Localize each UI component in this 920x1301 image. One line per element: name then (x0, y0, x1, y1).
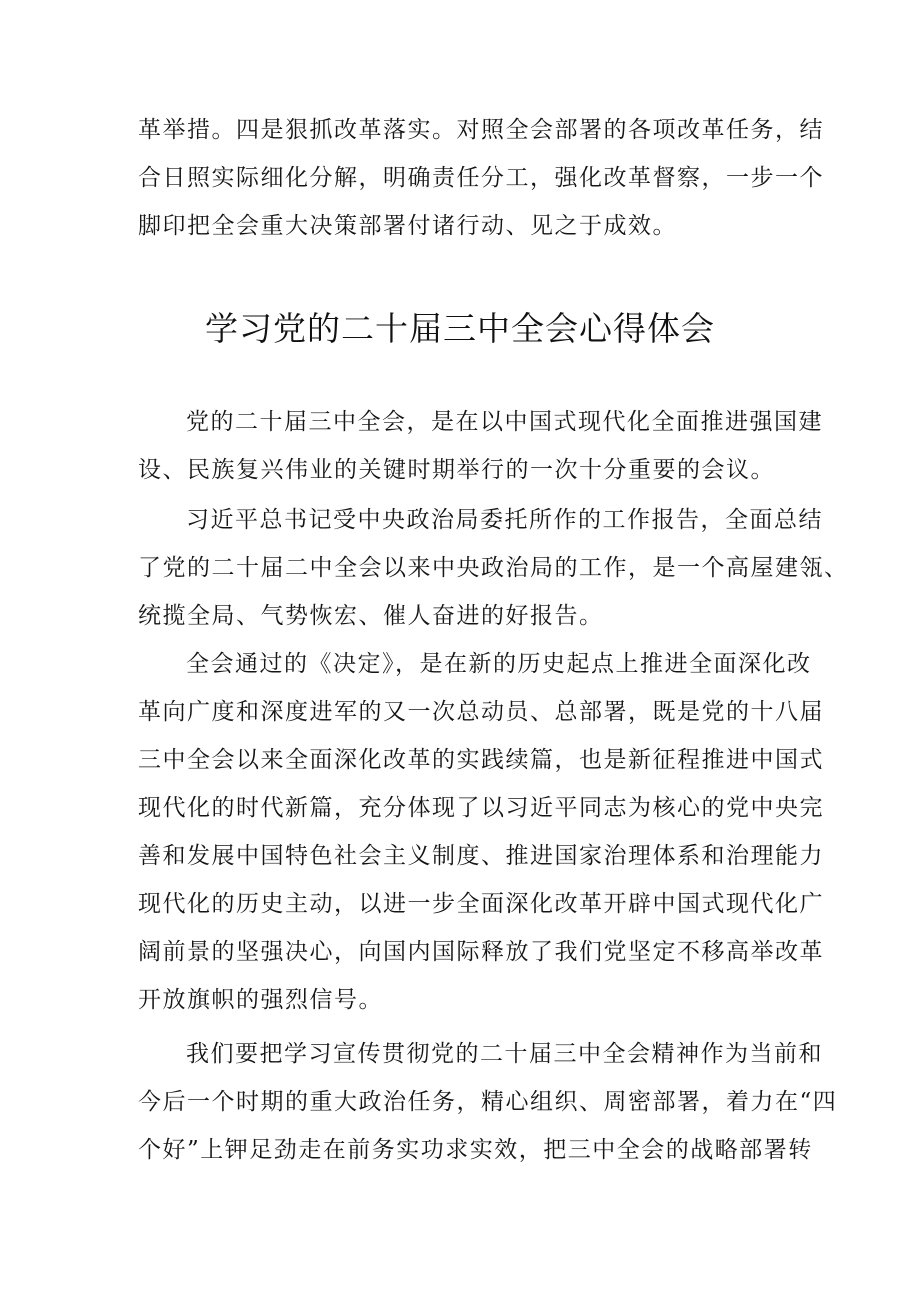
text-line: 统揽全局、气势恢宏、催人奋进的好报告。 (138, 603, 604, 629)
document-title: 学习党的二十届三中全会心得体会 (205, 309, 715, 348)
text-line: 我们要把学习宣传贯彻党的二十届三中全会精神作为当前和 (186, 1041, 823, 1067)
text-line: 阔前景的坚强决心，向国内国际释放了我们党坚定不移高举改革 (138, 939, 824, 965)
text-line: 个好”上钾足劲走在前务实功求实效，把三中全会的战略部署转 (138, 1137, 813, 1163)
text-line: 现代化的历史主动，以进一步全面深化改革开辟中国式现代化广 (138, 891, 824, 917)
text-line: 革举措。四是狠抓改革落实。对照全会部署的各项改革任务，结 (138, 117, 824, 143)
text-line: 现代化的时代新篇，充分体现了以习近平同志为核心的党中央完 (138, 795, 824, 821)
text-line: 合日照实际细化分解，明确责任分工，强化改革督察，一步一个 (138, 165, 824, 191)
text-line: 了党的二十届二中全会以来中央政治局的工作，是一个高屋建瓴、 (138, 555, 849, 581)
text-line: 党的二十届三中全会，是在以中国式现代化全面推进强国建 (186, 409, 823, 435)
text-line: 今后一个时期的重大政治任务，精心组织、周密部署，着力在“四 (138, 1089, 838, 1115)
text-line: 习近平总书记受中央政治局委托所作的工作报告，全面总结 (186, 507, 823, 533)
text-line: 设、民族复兴伟业的关键时期举行的一次十分重要的会议。 (138, 457, 775, 483)
text-line: 三中全会以来全面深化改革的实践续篇，也是新征程推进中国式 (138, 747, 824, 773)
text-line: 革向广度和深度进军的又一次总动员、总部署，既是党的十八届 (138, 699, 824, 725)
text-line: 全会通过的《决定》，是在新的历史起点上推进全面深化改 (186, 651, 812, 677)
text-line: 善和发展中国特色社会主义制度、推进国家治理体系和治理能力 (138, 843, 824, 869)
text-line: 开放旗帜的强烈信号。 (138, 987, 383, 1013)
text-line: 脚印把全会重大决策部署付诸行动、见之于成效。 (138, 213, 677, 239)
